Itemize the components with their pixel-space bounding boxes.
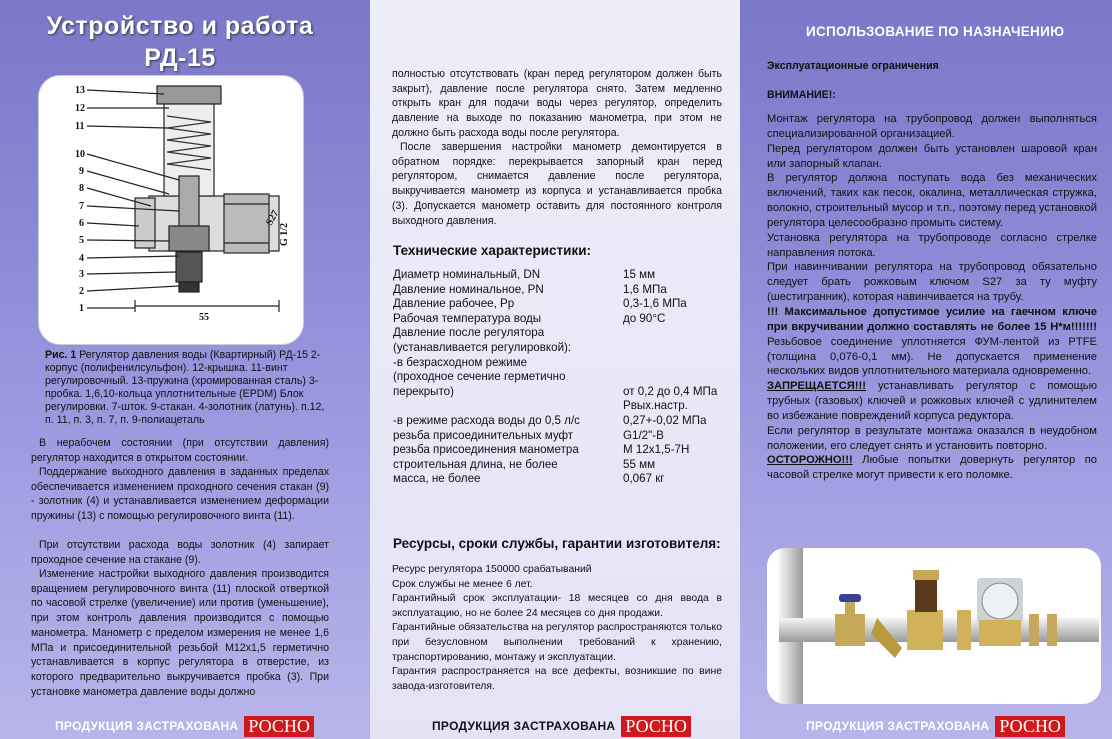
diagram-label: 1	[79, 303, 84, 314]
spec-row	[393, 414, 723, 429]
diagram-label: 7	[79, 201, 84, 212]
spec-row	[393, 443, 723, 458]
model-title: РД-15	[144, 44, 216, 72]
paragraph: Поддержание выходного давления в заданных пределах обеспечивается изменением проходного сечения стакан (9) - золотник (4) и устанавливается изменением деформации пружины (13) с помощью регулировочного винта (11).	[31, 466, 329, 523]
brand-logo: РОСНО	[995, 716, 1064, 737]
paragraph: В нерабочем состоянии (при отсутствии давления) регулятор находится в открытом состоянии.	[31, 437, 329, 464]
footer-insured	[432, 714, 691, 738]
spec-value: Рвых.настр.	[623, 399, 688, 413]
spec-row	[393, 283, 723, 298]
diagram-label: 4	[79, 253, 84, 264]
spec-key: резьба присоединительных муфт	[393, 428, 574, 442]
spec-value: 1,6 МПа	[623, 282, 667, 296]
regulator-diagram	[38, 75, 304, 345]
usage-paragraph: Установка регулятора на трубопроводе согласно стрелке направления потока.	[767, 231, 1097, 259]
brand-logo: РОСНО	[621, 716, 690, 737]
spec-row	[393, 312, 723, 327]
spec-key: -в режиме расхода воды до 0,5 л/с	[393, 413, 580, 427]
spec-row	[393, 385, 723, 400]
usage-text	[767, 112, 1097, 483]
diagram-label: 12	[75, 103, 85, 114]
diagram-label: 3	[79, 269, 84, 280]
spec-row	[393, 341, 723, 356]
figure-caption: Рис. 1 Регулятор давления воды (Квартирный) РД-15 2-корпус (полифенилсульфон). 12-крышка. 11-винт регулировочный. 13-пружина (хромированная сталь) 3-пробка. 1,6,10-кольца уплотнительные (EPDM) Блок регулировки. 7-шток. 9-стакан. 4-золотник (латунь). п.12, п. 11, п. 3, п. 7, п. 9-полиацеталь	[45, 349, 325, 426]
spec-value: G1/2"-B	[623, 428, 664, 442]
diagram-label: 13	[75, 85, 85, 96]
spec-key: масса, не более	[393, 472, 481, 486]
dimension-length: 55	[199, 312, 209, 323]
paragraph: Изменение настройки выходного давления производится вращением регулировочного винта (11) плоской отверткой по часовой стрелке (увеличение) или против (уменьшение), при этом контроль давления производится с помощью манометра. Манометр с пределом измерения не менее 1,6 МПа и присоединительной резьбой М12х1,5 герметично устанавливается в корпус регулятора в отверстие, из которого предварительно выкручивается пробка (3). При установке манометра давление воды должно	[31, 568, 329, 698]
spec-value: 0,067 кг	[623, 472, 665, 486]
paragraph: полностью отсутствовать (кран перед регулятором должен быть закрыт), давление после регулятора снято. Затем медленно открыть кран для подачи воды через регулятор, определить давление на выходе по показанию манометра, при этом не должно быть расхода воды после регулятора.	[392, 68, 722, 139]
usage-paragraph: Если регулятор в результате монтажа оказался в неудобном положении, его следует снять и установить повторно.	[767, 424, 1097, 452]
spec-key: (проходное сечение герметично	[393, 370, 566, 384]
footer-insured	[806, 714, 1065, 738]
usage-paragraph: ОСТОРОЖНО!!! Любые попытки довернуть регулятор по часовой стрелке могут привести к его поломке.	[767, 454, 1097, 482]
diagram-label: 6	[79, 218, 84, 229]
spec-row	[393, 399, 723, 414]
spec-key: Давление после регулятора	[393, 326, 545, 340]
resources-heading: Ресурсы, сроки службы, гарантии изготовителя:	[393, 536, 721, 551]
spec-value: от 0,2 до 0,4 МПа	[623, 384, 718, 398]
diagram-label: 8	[79, 183, 84, 194]
attention-label: ВНИМАНИЕ!:	[767, 89, 836, 101]
spec-row	[393, 268, 723, 283]
dimension-thread: G 1/2	[279, 222, 290, 246]
spec-row	[393, 326, 723, 341]
spec-value: до 90°С	[623, 311, 666, 325]
spec-key: Давление номинальное, PN	[393, 282, 544, 296]
footer-text: ПРОДУКЦИЯ ЗАСТРАХОВАНА	[55, 719, 239, 733]
section-subtitle: Эксплуатационные ограничения	[767, 60, 939, 72]
footer-insured	[55, 714, 314, 738]
regulator-cross-section	[39, 76, 303, 344]
diagram-label: 10	[75, 149, 85, 160]
spec-key: перекрыто)	[393, 384, 454, 398]
spec-row	[393, 458, 723, 473]
left-column	[0, 0, 370, 739]
dimension-wrench: S27	[264, 208, 282, 228]
spec-row	[393, 429, 723, 444]
usage-paragraph: !!! Максимальное допустимое усилие на гаечном ключе при вкручивании должно составлять не более 15 Н*м!!!!!!! Резьбовое соединение уплотняется ФУМ-лентой из PTFE (толщина 0,076-0,1 мм). Не допускается применение нескольких видов уплотнительного материала одновременно.	[767, 305, 1097, 378]
usage-paragraph: Перед регулятором должен быть установлен шаровой кран или запорный клапан.	[767, 142, 1097, 170]
spec-key: резьба присоединения манометра	[393, 443, 579, 457]
usage-paragraph: В регулятор должна поступать вода без механических включений, таких как песок, окалина, металлическая стружка, волокно, строительный мусор и т.п., поэтому перед установкой регулятора целесообразно промыть систему.	[767, 172, 1097, 229]
spec-row	[393, 356, 723, 371]
spec-value: 0,3-1,6 МПа	[623, 297, 687, 311]
spec-value: 55 мм	[623, 457, 656, 471]
section-title: ИСПОЛЬЗОВАНИЕ ПО НАЗНАЧЕНИЮ	[806, 24, 1065, 39]
spec-key: Давление рабочее, Рр	[393, 297, 515, 311]
spec-key: -в безрасходном режиме	[393, 355, 528, 369]
paragraph: При отсутствии расхода воды золотник (4) запирает проходное сечение на стакане (9).	[31, 539, 329, 566]
spec-row	[393, 370, 723, 385]
diagram-label: 5	[79, 235, 84, 246]
brand-logo: РОСНО	[244, 716, 313, 737]
usage-paragraph: ЗАПРЕЩАЕТСЯ!!! устанавливать регулятор с помощью трубных (газовых) ключей и рожковых ключей с удлинителем во избежание повреждений корпуса редуктора.	[767, 380, 1097, 422]
spec-key: Рабочая температура воды	[393, 311, 542, 325]
spec-row	[393, 472, 723, 487]
usage-paragraph: Монтаж регулятора на трубопровод должен выполняться специализированной организацией.	[767, 113, 1097, 140]
paragraph: После завершения настройки манометр демонтируется в обратном порядке: перекрывается запорный кран перед регулятором, снимается давление после регулятора, выкручивается манометр из корпуса и устанавливается пробка (3). Допускается манометр оставить для постоянного контроля выходного давления.	[392, 141, 722, 227]
spec-row	[393, 297, 723, 312]
diagram-label: 11	[75, 121, 85, 132]
spec-value: 15 мм	[623, 268, 656, 281]
spec-key: строительная длина, не более	[393, 457, 558, 471]
spec-key: (устанавливается регулировкой):	[393, 340, 572, 354]
spec-key: Диаметр номинальный, DN	[393, 268, 541, 281]
footer-text: ПРОДУКЦИЯ ЗАСТРАХОВАНА	[432, 719, 616, 733]
page-title: Устройство и работа	[46, 12, 314, 40]
spec-value: 0,27+-0,02 МПа	[623, 413, 707, 427]
tech-heading: Технические характеристики:	[393, 243, 592, 258]
spec-value: М 12х1,5-7Н	[623, 443, 690, 457]
installation-photo	[767, 548, 1101, 704]
diagram-label: 2	[79, 286, 84, 297]
footer-text: ПРОДУКЦИЯ ЗАСТРАХОВАНА	[806, 719, 990, 733]
resources-text: Ресурс регулятора 150000 срабатываний Срок службы не менее 6 лет. Гарантийный срок эксплуатации- 18 месяцев со дня ввода в эксплуатацию, но не более 24 месяцев со дня продажи. Гарантийные обязательства на регулятор распространяются только при безусловном выполнении требований к хранению, транспортированию, монтажу и эксплуатации. Гарантия распространяется на все дефекты, возникшие по вине завода-изготовителя.	[392, 564, 722, 692]
usage-paragraph: При навинчивании регулятора на трубопровод обязательно следует брать рожковым ключом S27 за ту муфту (шестигранник), которая навинчивается на трубу.	[767, 261, 1097, 304]
spec-table	[393, 268, 723, 487]
diagram-label: 9	[79, 166, 84, 177]
pipeline-illustration	[767, 548, 1101, 704]
